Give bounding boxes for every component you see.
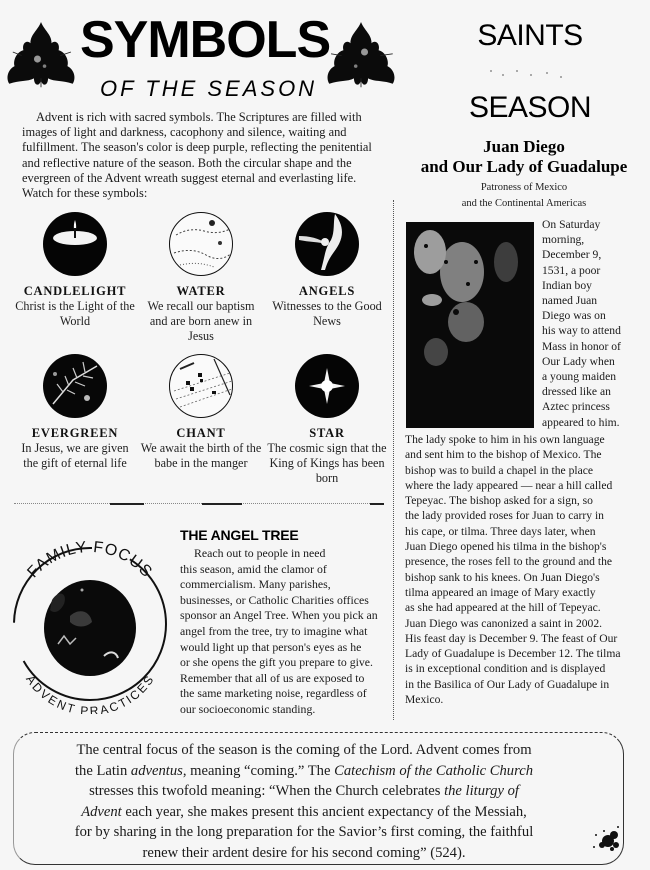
angel-tree-body: Reach out to people in need this season, amid the clamor of commercialism. Many parishes, businesses, or Catholic Charities offices sponsor an Angel Tree. When you pick an angel from the tree, try to imagine what would light up that person's eyes as he or she opens the gift you prepare to give. Remember that all of us are exposed to the same marketing noise, regardless of our socioeconomic standing. <box>180 546 378 716</box>
symbols-intro: Advent is rich with sacred symbols. The Scriptures are filled with images of light and darkness, cacophony and silence, waiting and fulfillment. The season's color is deep purple, reflecting the penitential and reflective nature of the season. Both the circular shape and the evergreen of the Advent wreath suggest eternal and everlasting life. Watch for these symbols: <box>22 110 372 201</box>
candle-flame-icon <box>43 212 107 276</box>
saint-story-body: The lady spoke to him in his own language and sent him to the bishop of Mexico. The bishop was to build a chapel in the place where the lady appeared — near a hill called Tepeyac. The bishop asked for a sign, so the lady provided roses for Juan to carry in his cape, or tilma. Three days later, when Juan Diego opened his tilma in the bishop's presence, the roses fell to the ground and the bishop sank to his knees. On Juan Diego's tilma appeared an image of Mary exactly as she had appeared at the hill of Tepeyac. Juan Diego was canonized a saint in 2002. His feast day is December 9. The feast of Our Lady of Guadalupe is December 12. The tilma is in exceptional condition and is displayed in the Basilica of Our Lady of Guadalupe in Mexico. <box>405 433 621 707</box>
svg-text:ADVENT PRACTICES <box>23 672 156 714</box>
tilma-image-icon <box>406 222 534 428</box>
saint-story-intro: On Saturday morning, December 9, 1531, a poor Indian boy named Juan Diego was on his way to attend Mass in honor of Our Lady when a young maiden dressed like an Aztec princess appeared to him. <box>542 218 621 429</box>
family-focus-logo <box>8 524 172 714</box>
symbol-star: STAR The cosmic sign that the King of Kings has been born <box>266 354 388 486</box>
symbol-candlelight: CANDLELIGHT Christ is the Light of the World <box>14 212 136 329</box>
evergreen-branch-icon <box>43 354 107 418</box>
family-focus-logo-bottom: ADVENT PRACTICES <box>23 672 157 714</box>
holly-icon <box>4 12 78 92</box>
symbols-title: SYMBOLS <box>80 11 331 69</box>
angel-icon <box>295 212 359 276</box>
section-divider <box>14 503 384 504</box>
advent-quote: The central focus of the season is the coming of the Lord. Advent comes from the Latin adventus, meaning “coming.” The Catechism of the Catholic Church stresses this twofold meaning: “When the Church celebrates the liturgy of Advent each year, she makes present this ancient expectancy of the Messiah, for by sharing in the long preparation for the Savior’s first coming, the faithful renew their ardent desire for his second coming” (524). <box>74 742 534 861</box>
chant-notes-icon <box>169 354 233 418</box>
season-title: SEASON <box>468 91 592 124</box>
family-photo-icon <box>44 580 136 676</box>
angel-tree-title: THE ANGEL TREE <box>180 527 299 543</box>
saint-name: Juan Diego and Our Lady of Guadalupe <box>420 137 628 176</box>
symbol-water: WATER We recall our baptism and are born anew in Jesus <box>140 212 262 344</box>
symbols-header <box>0 0 400 108</box>
divider-dash <box>202 503 242 505</box>
symbol-angels: ANGELS Witnesses to the Good News <box>266 212 388 329</box>
symbol-evergreen: EVERGREEN In Jesus, we are given the gift of eternal life <box>14 354 136 471</box>
svg-text:FAMILY FOCUS <box>24 539 155 581</box>
water-globe-icon <box>169 212 233 276</box>
star-icon <box>295 354 359 418</box>
faint-dots <box>486 68 570 80</box>
saints-title: SAINTS <box>477 19 583 52</box>
family-focus-logo-top: FAMILY FOCUS <box>24 538 156 582</box>
column-divider <box>393 200 394 720</box>
divider-dash <box>110 503 144 505</box>
saint-subtitle: Patroness of Mexico and the Continental Americas <box>461 182 587 209</box>
symbols-subtitle: OF THE SEASON <box>100 76 318 101</box>
symbol-chant: CHANT We await the birth of the babe in the manger <box>140 354 262 471</box>
holly-icon <box>324 12 398 92</box>
ink-spatter-icon <box>588 815 622 855</box>
divider-dash <box>370 503 384 505</box>
